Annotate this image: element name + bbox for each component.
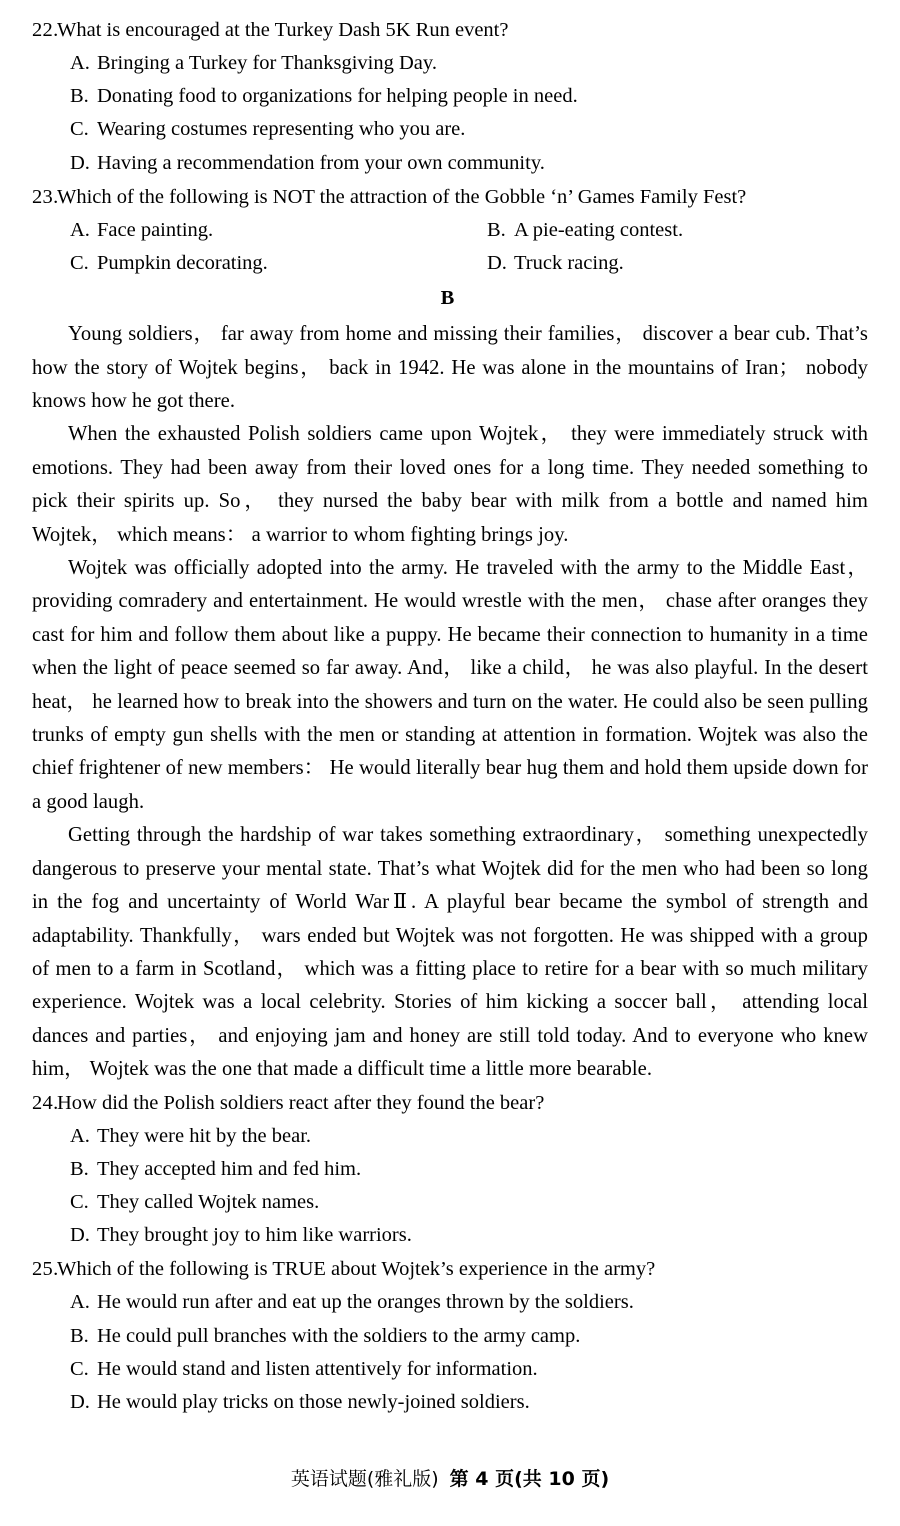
option-23-d-text: Truck racing. [514, 252, 624, 274]
question-25-text: Which of the following is TRUE about Wojtek’s experience in the army? [57, 1258, 656, 1281]
passage-paragraph-2: When the exhausted Polish soldiers came upon Wojtek， they were immediately struck with emotions. They had been away from their loved ones for a long time. They needed something to pick their spirits up. So， they nursed the baby bear with milk from a bottle and named him Wojtek， which means： a warrior to whom fighting brings joy. [32, 423, 868, 546]
option-22-a[interactable] [32, 47, 868, 80]
option-23-c-text: Pumpkin decorating. [97, 252, 268, 274]
option-25-b-text: He could pull branches with the soldiers to the army camp. [97, 1324, 581, 1347]
question-24-stem-row [32, 1087, 868, 1120]
footer-page-number: 第 4 页(共 10 页) [449, 1468, 610, 1490]
question-23 [32, 181, 868, 280]
option-23-b-letter: B. [487, 218, 506, 241]
question-22-stem-row [32, 14, 868, 47]
section-letter-heading: B [440, 287, 455, 310]
option-22-b-letter: B. [70, 85, 89, 108]
question-25-options [32, 1286, 868, 1419]
option-22-a-text: Bringing a Turkey for Thanksgiving Day. [97, 52, 437, 74]
option-23-a-text: Face painting. [97, 218, 214, 241]
option-22-c[interactable] [32, 113, 868, 146]
page-content [32, 14, 868, 1420]
reading-passage [32, 318, 868, 1086]
question-25-stem-row [32, 1253, 868, 1286]
option-24-d[interactable] [32, 1219, 868, 1252]
option-25-b-letter: B. [70, 1324, 89, 1347]
option-24-d-text: They brought joy to him like warriors. [97, 1224, 412, 1247]
question-23-text: Which of the following is NOT the attraction of the Gobble ‘n’ Games Family Fest? [57, 185, 747, 208]
option-23-b[interactable] [487, 214, 868, 247]
question-22-text: What is encouraged at the Turkey Dash 5K Run event? [57, 19, 509, 41]
question-22 [32, 14, 868, 180]
option-24-b-letter: B. [70, 1157, 89, 1180]
option-24-a[interactable] [32, 1120, 868, 1153]
option-22-c-text: Wearing costumes representing who you are. [97, 118, 466, 141]
option-24-a-letter: A. [70, 1124, 90, 1147]
option-23-c[interactable] [70, 247, 487, 280]
option-25-c[interactable] [32, 1353, 868, 1386]
option-22-d-letter: D. [70, 151, 90, 174]
option-24-a-text: They were hit by the bear. [97, 1124, 312, 1147]
option-23-a-letter: A. [70, 218, 90, 241]
question-23-number: 23. [32, 185, 59, 208]
option-25-c-letter: C. [70, 1357, 89, 1380]
question-23-stem-row [32, 181, 868, 214]
question-24-options [32, 1120, 868, 1253]
option-24-b[interactable] [32, 1153, 868, 1186]
option-22-b[interactable] [32, 80, 868, 113]
question-23-options [32, 214, 868, 280]
option-25-b[interactable] [32, 1320, 868, 1353]
option-24-b-text: They accepted him and fed him. [97, 1157, 362, 1180]
option-24-c-text: They called Wojtek names. [97, 1190, 320, 1213]
option-22-d[interactable] [32, 147, 868, 180]
passage-paragraph-4: Getting through the hardship of war takes something extraordinary， something unexpectedly dangerous to preserve your mental state. That’s what Wojtek did for the men who had been so long in the fog and uncertainty of World WarⅡ. A playful bear became the symbol of strength and adaptability. Thankfully， wars ended but Wojtek was not forgotten. He was shipped with a group of men to a farm in Scotland， which was a fitting place to retire for a bear with so much military experience. Wojtek was a local celebrity. Stories of him kicking a soccer ball， attending local dances and parties， and enjoying jam and honey are still told today. And to everyone who knew him， Wojtek was the one that made a difficult time a little more bearable. [32, 824, 868, 1081]
passage-paragraph-3: Wojtek was officially adopted into the army. He traveled with the army to the Middle East， providing comradery and entertainment. He would wrestle with the men， chase after oranges they cast for him and follow them about like a puppy. He became their connection to humanity in a time when the light of peace seemed so far away. And， like a child， he was also playful. In the desert heat， he learned how to break into the showers and turn on the water. He could also be seen pulling trunks of empty gun shells with the men or standing at attention in formation. Wojtek was also the chief frightener of new members： He would literally bear hug them and hold them upside down for a good laugh. [32, 557, 868, 813]
option-22-c-letter: C. [70, 118, 89, 141]
question-25-number: 25. [32, 1258, 59, 1281]
option-25-a[interactable] [32, 1286, 868, 1319]
option-23-a[interactable] [70, 214, 487, 247]
question-25 [32, 1253, 868, 1419]
option-22-d-text: Having a recommendation from your own community. [97, 151, 545, 174]
option-23-c-letter: C. [70, 252, 89, 274]
option-25-d-text: He would play tricks on those newly-joined soldiers. [97, 1390, 530, 1413]
option-23-d[interactable] [487, 247, 868, 280]
option-24-d-letter: D. [70, 1224, 90, 1247]
footer-document-name: 英语试题(雅礼版) [290, 1468, 439, 1490]
question-24 [32, 1087, 868, 1253]
passage-paragraph-1: Young soldiers， far away from home and missing their families， discover a bear cub. That’s how the story of Wojtek begins， back in 1942. He was alone in the mountains of Iran； nobody knows how he got there. [32, 323, 868, 412]
page-footer [0, 1466, 900, 1492]
option-22-a-letter: A. [70, 52, 90, 74]
option-23-b-text: A pie-eating contest. [514, 218, 684, 241]
option-22-b-text: Donating food to organizations for helping people in need. [97, 85, 578, 108]
question-24-number: 24. [32, 1091, 59, 1114]
question-22-options [32, 47, 868, 180]
question-22-number: 22. [32, 19, 59, 41]
question-24-text: How did the Polish soldiers react after they found the bear? [57, 1091, 545, 1114]
option-25-a-letter: A. [70, 1291, 90, 1314]
option-25-a-text: He would run after and eat up the oranges thrown by the soldiers. [97, 1291, 634, 1314]
option-25-d[interactable] [32, 1386, 868, 1419]
option-23-d-letter: D. [487, 252, 507, 274]
option-24-c[interactable] [32, 1186, 868, 1219]
option-24-c-letter: C. [70, 1190, 89, 1213]
option-25-c-text: He would stand and listen attentively for information. [97, 1357, 538, 1380]
option-25-d-letter: D. [70, 1390, 90, 1413]
